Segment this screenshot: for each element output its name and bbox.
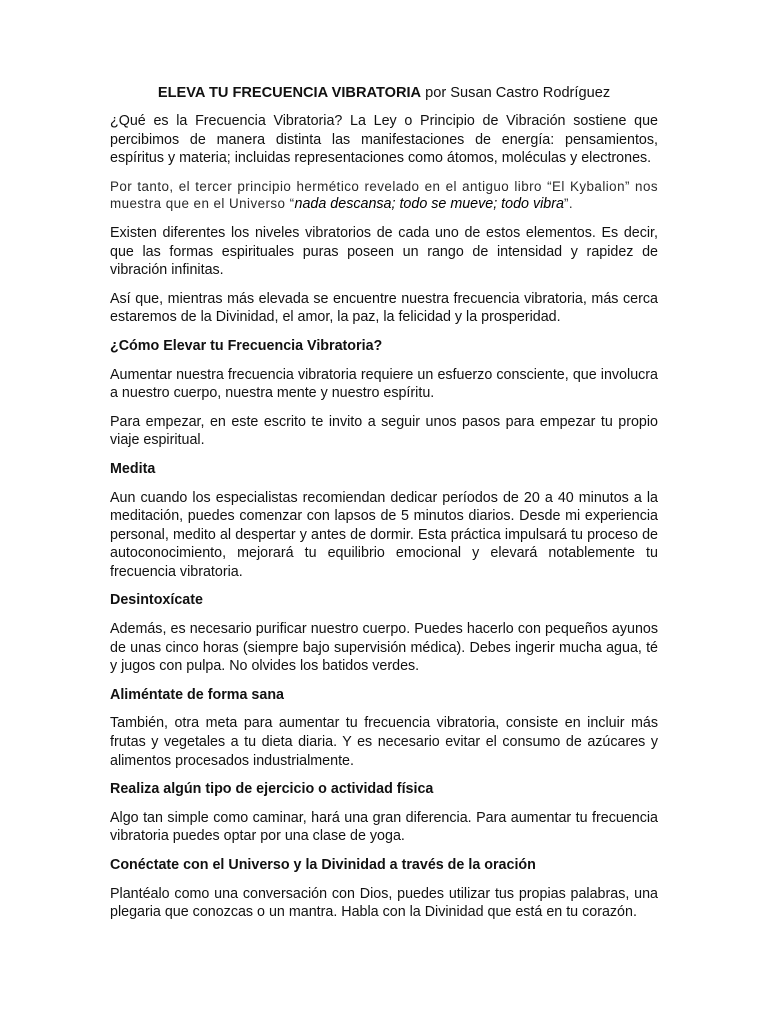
kybalion-text: Por tanto, el tercer principio hermético revelado en el antiguo libro “El Kybalion” nos muestra que en el Universo “ (110, 178, 658, 212)
paragraph-empezar: Para empezar, en este escrito te invito a seguir unos pasos para empezar tu propio viaje espiritual. (110, 413, 658, 449)
paragraph-conectate: Plantéalo como una conversación con Dios, puedes utilizar tus propias palabras, una plegaria que conozcas o un mantra. Habla con la Divinidad que está en tu corazón. (110, 885, 658, 921)
paragraph-kybalion (110, 178, 658, 214)
heading-conectate: Conéctate con el Universo y la Divinidad a través de la oración (110, 857, 536, 873)
heading-como-elevar: ¿Cómo Elevar tu Frecuencia Vibratoria? (110, 337, 383, 354)
heading-medita: Medita (110, 460, 156, 477)
paragraph-alimentate: También, otra meta para aumentar tu frecuencia vibratoria, consiste en incluir más frutas y vegetales a tu dieta diaria. Y es necesario evitar el consumo de azúcares y alimentos procesados industrialmente. (110, 715, 658, 769)
paragraph-niveles: Existen diferentes los niveles vibratorios de cada uno de estos elementos. Es decir, que las formas espirituales puras poseen un rango de intensidad y rapidez de vibración infinitas. (110, 224, 658, 279)
paragraph-ejercicio: Algo tan simple como caminar, hará una gran diferencia. Para aumentar tu frecuencia vibratoria puedes optar por una clase de yoga. (110, 809, 658, 845)
title-author: por Susan Castro Rodríguez (421, 85, 611, 101)
kybalion-close: ”. (563, 196, 574, 212)
title-main: ELEVA TU FRECUENCIA VIBRATORIA (157, 85, 422, 101)
paragraph-intro: ¿Qué es la Frecuencia Vibratoria? La Ley o Principio de Vibración sostiene que percibimos de manera distinta las manifestaciones de energía: pensamientos, espíritus y materia; incluidas representaciones como átomos, moléculas y electrones. (110, 113, 658, 167)
heading-alimentate: Aliméntate de forma sana (110, 686, 284, 703)
heading-ejercicio: Realiza algún tipo de ejercicio o actividad física (110, 781, 434, 798)
paragraph-divinidad: Así que, mientras más elevada se encuentre nuestra frecuencia vibratoria, más cerca estaremos de la Divinidad, el amor, la paz, la felicidad y la prosperidad. (110, 290, 658, 326)
paragraph-medita: Aun cuando los especialistas recomiendan dedicar períodos de 20 a 40 minutos a la meditación, puedes comenzar con lapsos de 5 minutos diarios. Desde mi experiencia personal, medito al despertar y antes de dormir. Esta práctica impulsará tu proceso de autoconocimiento, mejorará tu equilibrio emocional y elevará notablemente tu frecuencia vibratoria. (110, 489, 658, 580)
kybalion-quote: nada descansa; todo se mueve; todo vibra (294, 196, 564, 213)
paragraph-esfuerzo: Aumentar nuestra frecuencia vibratoria requiere un esfuerzo consciente, que involucra a nuestro cuerpo, nuestra mente y nuestro espíritu. (110, 366, 658, 402)
paragraph-desintoxicate: Además, es necesario purificar nuestro cuerpo. Puedes hacerlo con pequeños ayunos de unas cinco horas (siempre bajo supervisión médica). Debes ingerir mucha agua, té y jugos con pulpa. No olvides los batidos verdes. (110, 621, 658, 675)
heading-desintoxicate: Desintoxícate (110, 592, 203, 609)
document-title (110, 84, 658, 103)
